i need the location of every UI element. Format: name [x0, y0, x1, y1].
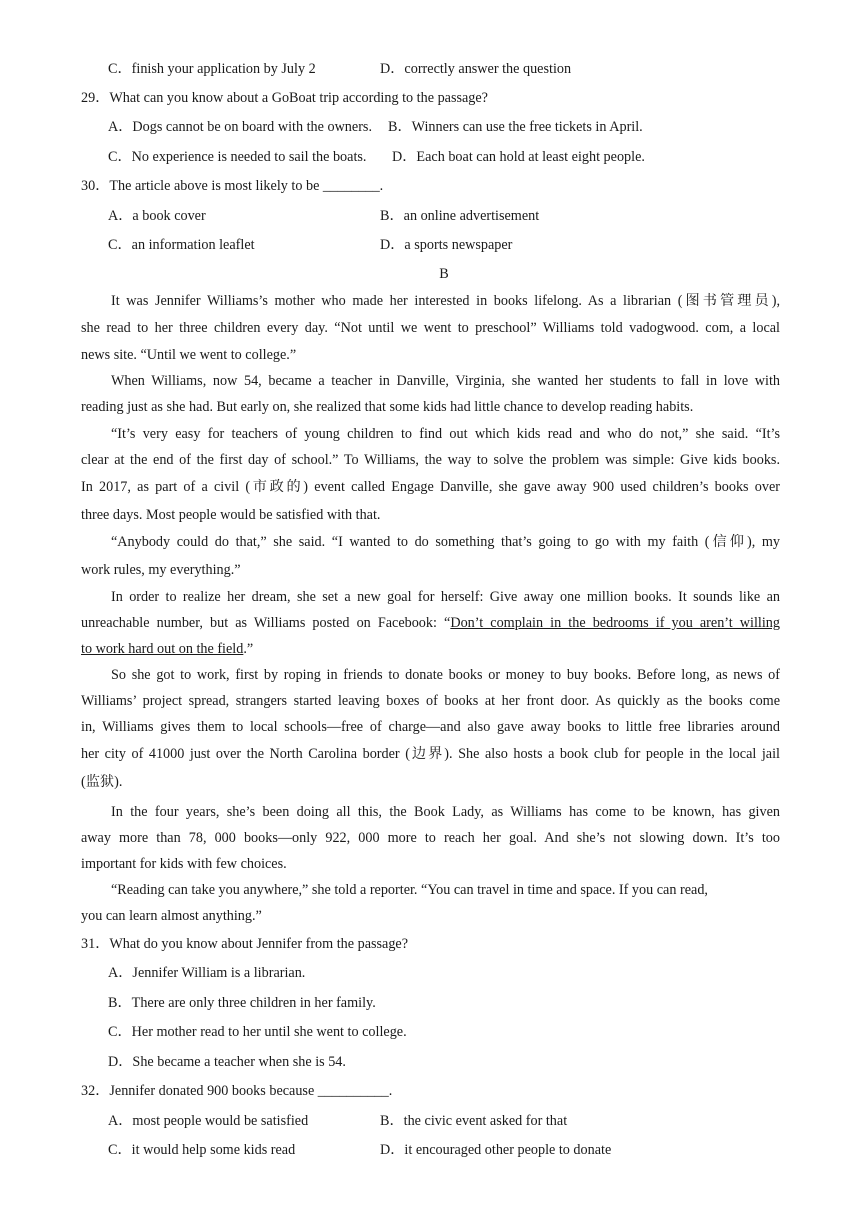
passage-line: When Williams, now 54, became a teacher in Danville, Virginia, she wanted her students to fall in love with: [111, 373, 780, 389]
underlined-quote: Don’t complain in the bedrooms if you aren’t willing: [450, 615, 780, 631]
option-b: B．the civic event asked for that: [380, 1113, 568, 1129]
passage-line: news site. “Until we went to college.”: [81, 347, 297, 363]
passage-text: unreachable number, but as Williams posted on Facebook: “: [81, 615, 451, 631]
option-d: D．a sports newspaper: [380, 237, 513, 253]
passage-line: “It’s very easy for teachers of young children to find out which kids read and who do not,” she said. “It’s: [111, 426, 780, 442]
option-d: D．Each boat can hold at least eight people.: [392, 149, 645, 165]
question-30: 30．The article above is most likely to be ________.: [81, 178, 384, 194]
passage-line: her city of 41000 just over the North Carolina border (边界). She also hosts a book club for people in the local jail: [81, 746, 780, 762]
passage-line: work rules, my everything.”: [81, 562, 241, 578]
passage-line: “Reading can take you anywhere,” she told a reporter. “You can travel in time and space. If you can read,: [111, 882, 708, 898]
question-29: 29．What can you know about a GoBoat trip according to the passage?: [81, 90, 488, 106]
section-heading: B: [439, 266, 449, 282]
underlined-quote: to work hard out on the field: [81, 641, 244, 657]
passage-line: [81, 614, 780, 632]
passage-line: reading just as she had. But early on, she realized that some kids had little chance to develop reading habits.: [81, 399, 694, 415]
passage-line: in, Williams gives them to local schools—free of charge—and also gave away books to little free libraries around: [81, 719, 780, 735]
option-b: B．Winners can use the free tickets in April.: [388, 119, 643, 135]
option-a: A．Dogs cannot be on board with the owners.: [108, 119, 372, 135]
passage-line: (监狱).: [81, 774, 123, 790]
passage-text: .”: [243, 641, 254, 657]
option-c: C．Her mother read to her until she went to college.: [108, 1024, 407, 1040]
passage-line: It was Jennifer Williams’s mother who made her interested in books lifelong. As a librarian (图书管理员),: [111, 293, 780, 309]
passage-line: you can learn almost anything.”: [81, 908, 262, 924]
option-b: B．an online advertisement: [380, 208, 540, 224]
passage-line: three days. Most people would be satisfied with that.: [81, 507, 381, 523]
passage-line: So she got to work, first by roping in friends to donate books or money to buy books. Before long, as news of: [111, 667, 780, 683]
passage-line: important for kids with few choices.: [81, 856, 287, 872]
option-a: A．a book cover: [108, 208, 206, 224]
option-c: C．finish your application by July 2: [108, 61, 316, 77]
option-b: B．There are only three children in her family.: [108, 995, 376, 1011]
passage-line: In the four years, she’s been doing all this, the Book Lady, as Williams has come to be known, has given: [111, 804, 780, 820]
question-32: 32．Jennifer donated 900 books because __________.: [81, 1083, 393, 1099]
option-c: C．it would help some kids read: [108, 1142, 296, 1158]
passage-line: she read to her three children every day. “Not until we went to preschool” Williams told vadogwood. com, a local: [81, 320, 780, 336]
option-d: D．She became a teacher when she is 54.: [108, 1054, 346, 1070]
option-a: A．Jennifer William is a librarian.: [108, 965, 306, 981]
option-d: D．it encouraged other people to donate: [380, 1142, 612, 1158]
passage-line: In 2017, as part of a civil (市政的) event called Engage Danville, she gave away 900 used children’s books over: [81, 479, 780, 495]
option-c: C．No experience is needed to sail the boats.: [108, 149, 367, 165]
option-c: C．an information leaflet: [108, 237, 255, 253]
passage-line: Williams’ project spread, strangers started leaving boxes of books at her front door. As quickly as the books come: [81, 693, 780, 709]
passage-line: away more than 78, 000 books—only 922, 000 more to reach her goal. And she’s not slowing down. It’s too: [81, 830, 780, 846]
passage-line: In order to realize her dream, she set a new goal for herself: Give away one million books. It sounds like an: [111, 589, 780, 605]
question-31: 31．What do you know about Jennifer from the passage?: [81, 936, 409, 952]
passage-line: “Anybody could do that,” she said. “I wanted to do something that’s going to go with my faith (信仰), my: [111, 534, 780, 550]
passage-line: clear at the end of the first day of school.” To Williams, the way to solve the problem was simple: Give kids books.: [81, 452, 780, 468]
passage-line: [81, 640, 253, 658]
option-a: A．most people would be satisfied: [108, 1113, 309, 1129]
option-d: D．correctly answer the question: [380, 61, 572, 77]
